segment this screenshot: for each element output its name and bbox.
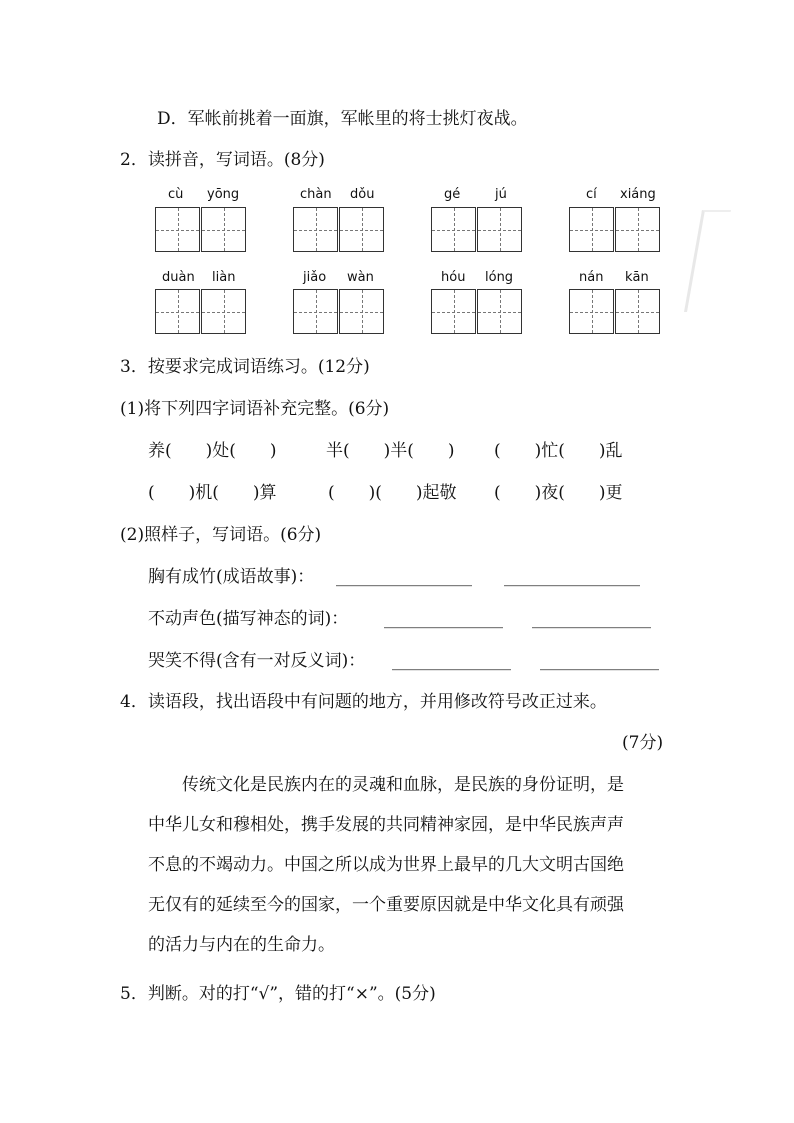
- pinyin-label: duàn: [162, 270, 195, 285]
- answer-blank[interactable]: ______________: [532, 609, 651, 629]
- character-box[interactable]: [615, 207, 660, 252]
- character-box[interactable]: [155, 207, 200, 252]
- pinyin-label: yōng: [207, 187, 240, 202]
- question-4-title: 4．读语段，找出语段中有问题的地方，并用修改符号改正过来。: [120, 692, 607, 712]
- character-box[interactable]: [431, 207, 476, 252]
- pinyin-label: hóu: [441, 270, 466, 285]
- question-2-title: 2．读拼音，写词语。(8分): [120, 150, 325, 170]
- character-box[interactable]: [201, 207, 246, 252]
- idiom-blank[interactable]: 养( )处( ): [148, 441, 277, 461]
- idiom-blank[interactable]: ( )机( )算: [148, 483, 277, 503]
- passage-line: 不息的不竭动力。中国之所以成为世界上最早的几大文明古国绝: [148, 855, 624, 875]
- example-prompt: 胸有成竹(成语故事)：: [148, 567, 315, 587]
- answer-blank[interactable]: ________________: [336, 567, 472, 587]
- character-box[interactable]: [569, 289, 614, 334]
- answer-blank[interactable]: ______________: [384, 609, 503, 629]
- pinyin-label: cí: [586, 187, 597, 202]
- pinyin-label: liàn: [212, 270, 236, 285]
- question-3-part-1-title: (1)将下列四字词语补充完整。(6分): [120, 399, 390, 419]
- passage-line: 传统文化是民族内在的灵魂和血脉，是民族的身份证明，是: [148, 775, 624, 795]
- passage-line: 的活力与内在的生命力。: [148, 935, 335, 955]
- pinyin-label: gé: [444, 187, 461, 202]
- question-4-passage: [148, 765, 678, 965]
- character-box[interactable]: [477, 289, 522, 334]
- pinyin-label: jú: [495, 187, 507, 202]
- example-prompt: 哭笑不得(含有一对反义词)：: [148, 651, 366, 671]
- pinyin-label: cù: [168, 187, 184, 202]
- idiom-blank[interactable]: ( )忙( )乱: [494, 441, 623, 461]
- character-box[interactable]: [477, 207, 522, 252]
- character-box[interactable]: [339, 207, 384, 252]
- example-prompt: 不动声色(描写神态的词)：: [148, 609, 349, 629]
- idiom-row-1: [148, 439, 678, 463]
- idiom-blank[interactable]: 半( )半( ): [326, 441, 455, 461]
- pinyin-label: dǒu: [350, 187, 375, 202]
- character-box[interactable]: [293, 289, 338, 334]
- character-box[interactable]: [155, 289, 200, 334]
- example-row-2: [148, 607, 678, 631]
- pinyin-label: nán: [579, 270, 604, 285]
- passage-line: 中华儿女和穆相处，携手发展的共同精神家园，是中华民族声声: [148, 815, 624, 835]
- character-box[interactable]: [293, 207, 338, 252]
- option-d: D．军帐前挑着一面旗，军帐里的将士挑灯夜战。: [157, 109, 528, 129]
- question-3-title: 3．按要求完成词语练习。(12分): [120, 357, 370, 377]
- pinyin-label: xiáng: [620, 187, 656, 202]
- passage-line: 无仅有的延续至今的国家，一个重要原因就是中华文化具有顽强: [148, 895, 624, 915]
- pinyin-label: kān: [625, 270, 649, 285]
- character-box[interactable]: [569, 207, 614, 252]
- question-4-score: (7分): [622, 733, 664, 753]
- question-3-part-2-title: (2)照样子，写词语。(6分): [120, 525, 322, 545]
- pinyin-label: jiǎo: [303, 270, 327, 285]
- scan-shadow: [684, 210, 731, 312]
- character-box[interactable]: [339, 289, 384, 334]
- example-row-1: [148, 565, 678, 589]
- idiom-blank[interactable]: ( )( )起敬: [328, 483, 457, 503]
- pinyin-label: lóng: [485, 270, 514, 285]
- idiom-blank[interactable]: ( )夜( )更: [494, 483, 623, 503]
- character-box[interactable]: [431, 289, 476, 334]
- character-box[interactable]: [615, 289, 660, 334]
- answer-blank[interactable]: ______________: [540, 651, 659, 671]
- pinyin-label: wàn: [347, 270, 374, 285]
- answer-blank[interactable]: ______________: [392, 651, 511, 671]
- question-5-title: 5．判断。对的打“√”，错的打“×”。(5分): [120, 984, 436, 1004]
- answer-blank[interactable]: ________________: [504, 567, 640, 587]
- example-row-3: [148, 649, 678, 673]
- pinyin-label: chàn: [300, 187, 332, 202]
- idiom-row-2: [148, 481, 678, 505]
- character-box[interactable]: [201, 289, 246, 334]
